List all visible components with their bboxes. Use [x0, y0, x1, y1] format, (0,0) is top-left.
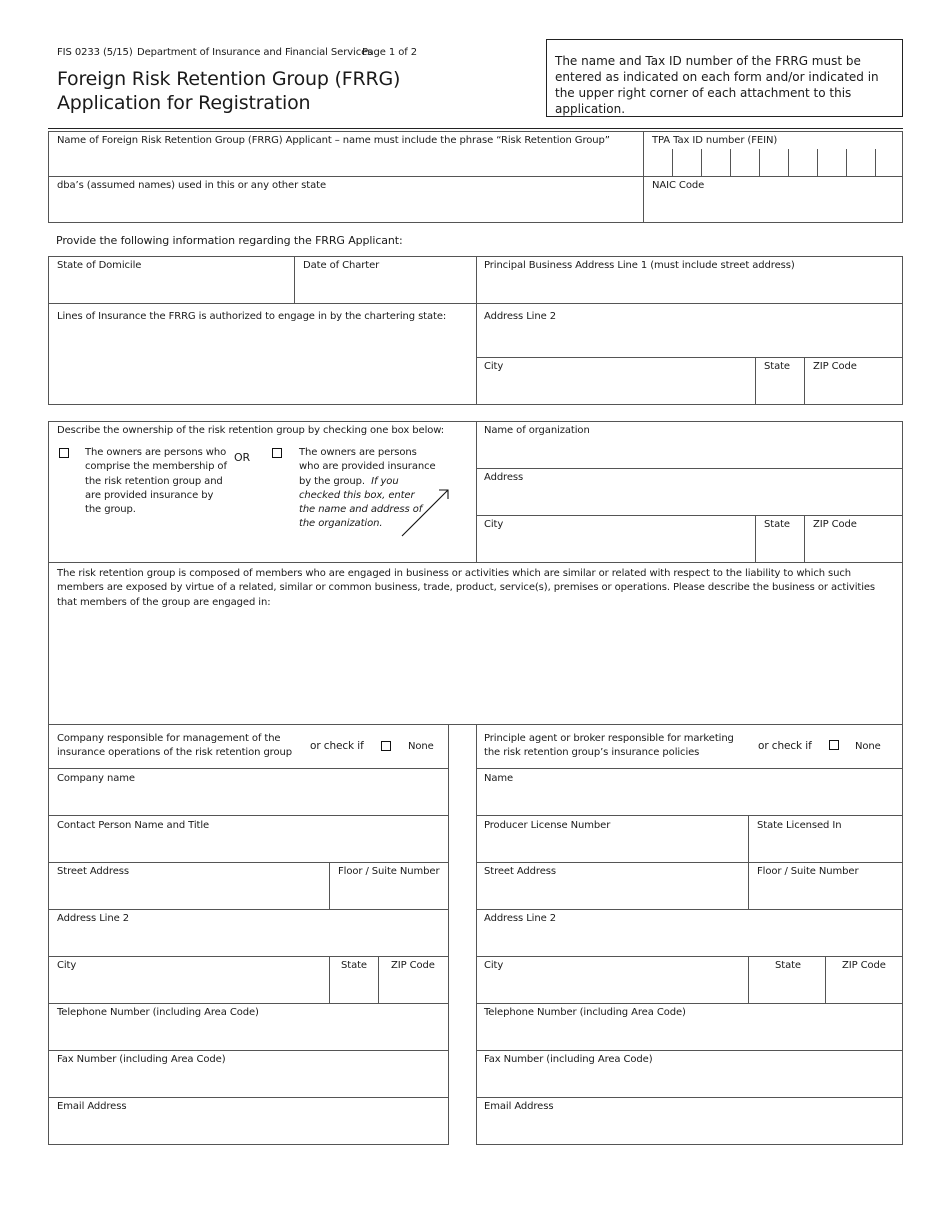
section1-top-rule	[48, 128, 903, 129]
naic-code-input[interactable]	[646, 195, 900, 221]
agent-license-label: Producer License Number	[484, 820, 611, 831]
divider	[755, 515, 756, 562]
divider	[476, 909, 903, 910]
zip-label: ZIP Code	[813, 361, 857, 372]
mgmt-company-name-input[interactable]	[52, 789, 445, 813]
divider	[48, 768, 449, 769]
divider	[378, 956, 379, 1003]
agent-name-label: Name	[484, 773, 514, 784]
agent-heading	[484, 732, 734, 760]
zip-input[interactable]	[808, 377, 900, 403]
agent-street-input[interactable]	[480, 882, 744, 907]
agent-none-checkbox[interactable]	[829, 740, 839, 750]
mgmt-zip-label: ZIP Code	[391, 960, 435, 971]
agent-state-licensed-label: State Licensed In	[757, 820, 842, 831]
dba-input[interactable]	[52, 195, 640, 221]
agent-state-input[interactable]	[752, 976, 822, 1001]
tpa-tax-id-input[interactable]	[646, 151, 900, 175]
divider	[476, 468, 903, 469]
agent-floor-input[interactable]	[752, 882, 900, 907]
date-charter-label: Date of Charter	[303, 260, 380, 271]
divider	[748, 815, 749, 909]
mgmt-address2-input[interactable]	[52, 929, 445, 954]
org-address-input[interactable]	[480, 488, 900, 513]
option-instruction: If you	[371, 475, 399, 487]
option-instruction: the name and address of	[299, 504, 423, 516]
mgmt-city-label: City	[57, 960, 77, 971]
state-label: State	[764, 361, 790, 372]
divider	[48, 909, 449, 910]
mgmt-company-name-label: Company name	[57, 773, 135, 784]
option-instruction: checked this box, enter	[299, 489, 415, 501]
management-none-checkbox[interactable]	[381, 741, 391, 751]
divider	[48, 1003, 449, 1004]
agent-state-label: State	[775, 960, 801, 971]
divider	[755, 357, 756, 405]
agent-email-label: Email Address	[484, 1101, 554, 1112]
divider	[748, 956, 749, 1003]
agent-floor-label: Floor / Suite Number	[757, 866, 859, 877]
option-line: the group.	[85, 504, 136, 516]
option-line: who are provided insurance	[299, 461, 436, 473]
ownership-label: Describe the ownership of the risk retention group by checking one box below:	[57, 425, 445, 436]
agent-or-check-label: or check if	[758, 740, 812, 752]
divider	[476, 256, 477, 405]
mgmt-street-input[interactable]	[52, 882, 325, 907]
divider	[476, 1003, 903, 1004]
applicant-info-intro: Provide the following information regarding the FRRG Applicant:	[56, 234, 403, 247]
divider	[48, 1050, 449, 1051]
heading-line: Principle agent or broker responsible for marketing	[484, 733, 734, 744]
address-line2-input[interactable]	[480, 327, 900, 355]
mgmt-state-input[interactable]	[333, 976, 375, 1001]
agent-city-label: City	[484, 960, 504, 971]
heading-line: the risk retention group’s insurance policies	[484, 747, 700, 758]
mgmt-email-label: Email Address	[57, 1101, 127, 1112]
option-line: comprise the membership of	[85, 461, 227, 473]
org-city-label: City	[484, 519, 504, 530]
form-code: FIS 0233 (5/15)	[57, 47, 133, 58]
or-label: OR	[234, 451, 251, 464]
management-heading	[57, 732, 292, 760]
state-domicile-input[interactable]	[52, 276, 290, 301]
agent-phone-input[interactable]	[480, 1023, 900, 1048]
agent-phone-label: Telephone Number (including Area Code)	[484, 1007, 686, 1018]
state-domicile-label: State of Domicile	[57, 260, 142, 271]
divider	[476, 1050, 903, 1051]
page-number: Page 1 of 2	[362, 47, 418, 58]
org-zip-input[interactable]	[808, 535, 900, 560]
form-title-line1: Foreign Risk Retention Group (FRRG)	[57, 68, 401, 90]
address-line2-label: Address Line 2	[484, 311, 556, 322]
applicant-name-label: Name of Foreign Risk Retention Group (FRRG) Applicant – name must include the phrase “Risk Retention Group”	[57, 135, 610, 146]
agent-zip-label: ZIP Code	[842, 960, 886, 971]
ownership-members-checkbox[interactable]	[59, 448, 69, 458]
management-none-label: None	[408, 741, 434, 752]
org-zip-label: ZIP Code	[813, 519, 857, 530]
option-instruction: the organization.	[299, 518, 383, 530]
agent-city-input[interactable]	[480, 976, 744, 1001]
ownership-option1	[85, 446, 227, 517]
option-line: are provided insurance by	[85, 489, 214, 501]
mgmt-address2-label: Address Line 2	[57, 913, 129, 924]
divider	[48, 562, 903, 563]
divider	[48, 176, 903, 177]
org-city-input[interactable]	[480, 535, 751, 560]
divider	[48, 815, 449, 816]
lines-insurance-input[interactable]	[52, 327, 472, 401]
tpa-tax-id-label: TPA Tax ID number (FEIN)	[652, 135, 778, 146]
option-line: The owners are persons who	[85, 447, 227, 458]
date-charter-input[interactable]	[298, 276, 472, 301]
divider	[804, 357, 805, 405]
divider	[476, 357, 903, 358]
divider	[294, 256, 295, 303]
mgmt-zip-input[interactable]	[382, 976, 445, 1001]
applicant-name-input[interactable]	[52, 150, 640, 174]
divider	[643, 131, 644, 223]
divider	[825, 956, 826, 1003]
mgmt-email-input[interactable]	[52, 1117, 445, 1142]
ownership-insured-checkbox[interactable]	[272, 448, 282, 458]
heading-line: insurance operations of the risk retention group	[57, 747, 292, 758]
divider	[476, 515, 903, 516]
arrow-icon	[398, 484, 454, 540]
org-name-input[interactable]	[480, 441, 900, 466]
divider	[48, 956, 449, 957]
principal-address-input[interactable]	[480, 276, 900, 301]
divider	[476, 862, 903, 863]
mgmt-fax-input[interactable]	[52, 1070, 445, 1095]
dba-label: dba’s (assumed names) used in this or any other state	[57, 180, 327, 191]
lines-insurance-label: Lines of Insurance the FRRG is authorized to engage in by the chartering state:	[57, 311, 447, 322]
business-description-input[interactable]	[52, 615, 898, 721]
mgmt-state-label: State	[341, 960, 367, 971]
mgmt-phone-label: Telephone Number (including Area Code)	[57, 1007, 259, 1018]
state-input[interactable]	[758, 377, 801, 403]
form-title-line2: Application for Registration	[57, 92, 311, 114]
mgmt-floor-input[interactable]	[333, 882, 445, 907]
mgmt-phone-input[interactable]	[52, 1023, 445, 1048]
divider	[476, 815, 903, 816]
agent-fax-input[interactable]	[480, 1070, 900, 1095]
org-address-label: Address	[484, 472, 524, 483]
agent-address2-label: Address Line 2	[484, 913, 556, 924]
divider	[329, 862, 330, 909]
heading-line: Company responsible for management of the	[57, 733, 281, 744]
city-label: City	[484, 361, 504, 372]
business-description-prompt: The risk retention group is composed of members who are engaged in business or activities which are similar or related with respect to the liability to which such members are exposed by virtue of a related, similar or common business, trade, product, service(s), premises or operations. Please describe the business or activities that members of the group are engaged in:	[57, 568, 876, 608]
agent-fax-label: Fax Number (including Area Code)	[484, 1054, 653, 1065]
agent-none-label: None	[855, 741, 881, 752]
divider	[476, 956, 903, 957]
option-line: The owners are persons	[299, 447, 417, 458]
tax-id-notice: The name and Tax ID number of the FRRG must be entered as indicated on each form and/or indicated in the upper right corner of each attachment to this application.	[546, 39, 903, 117]
agent-street-label: Street Address	[484, 866, 556, 877]
principal-address-label: Principal Business Address Line 1 (must include street address)	[484, 260, 795, 271]
agent-state-licensed-input[interactable]	[752, 836, 900, 860]
agent-zip-input[interactable]	[829, 976, 900, 1001]
department-name: Department of Insurance and Financial Services	[137, 47, 373, 58]
divider	[804, 515, 805, 562]
divider	[48, 1097, 449, 1098]
mgmt-contact-label: Contact Person Name and Title	[57, 820, 210, 831]
option-line: the risk retention group and	[85, 475, 223, 487]
city-input[interactable]	[480, 377, 751, 403]
agent-email-input[interactable]	[480, 1117, 900, 1142]
divider	[48, 862, 449, 863]
divider	[329, 956, 330, 1003]
mgmt-contact-input[interactable]	[52, 836, 445, 860]
mgmt-fax-label: Fax Number (including Area Code)	[57, 1054, 226, 1065]
org-state-input[interactable]	[758, 535, 801, 560]
agent-name-input[interactable]	[480, 789, 900, 813]
org-state-label: State	[764, 519, 790, 530]
mgmt-street-label: Street Address	[57, 866, 129, 877]
naic-code-label: NAIC Code	[652, 180, 705, 191]
agent-license-input[interactable]	[480, 836, 744, 860]
mgmt-city-input[interactable]	[52, 976, 325, 1001]
divider	[476, 421, 477, 563]
agent-address2-input[interactable]	[480, 929, 900, 954]
divider	[476, 768, 903, 769]
option-line-text: by the group.	[299, 475, 365, 487]
org-name-label: Name of organization	[484, 425, 590, 436]
management-or-check-label: or check if	[310, 740, 364, 752]
divider	[476, 1097, 903, 1098]
mgmt-floor-label: Floor / Suite Number	[338, 866, 440, 877]
